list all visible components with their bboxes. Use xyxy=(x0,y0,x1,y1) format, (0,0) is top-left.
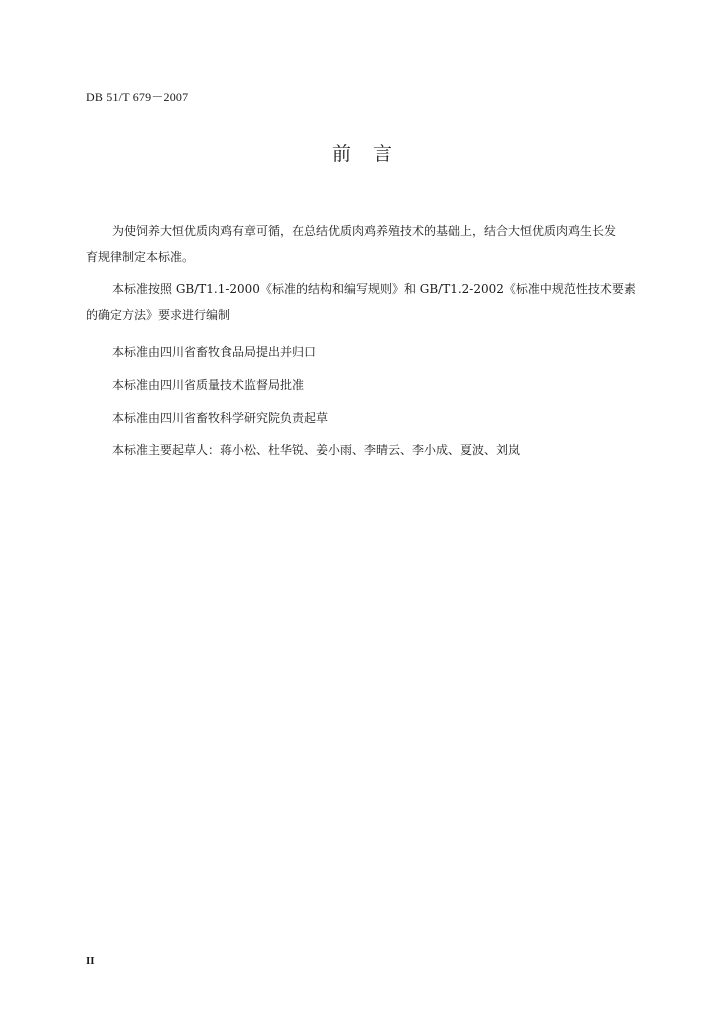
title-char-1: 前 xyxy=(331,143,351,165)
paragraph-1-line-1: 为使饲养大恒优质肉鸡有章可循，在总结优质肉鸡养殖技术的基础上，结合大恒优质肉鸡生长发 xyxy=(112,224,617,238)
title-char-2: 言 xyxy=(373,143,393,165)
paragraph-2-line-2: 的确定方法》要求进行编制 xyxy=(86,308,231,322)
paragraph-3: 本标准由四川省畜牧食品局提出并归口 xyxy=(112,345,317,359)
paragraph-1-line-2: 育规律制定本标准。 xyxy=(86,250,195,264)
paragraph-4: 本标准由四川省质量技术监督局批准 xyxy=(112,378,305,392)
paragraph-2-line-1: 本标准按照 GB/T1.1-2000《标准的结构和编写规则》和 GB/T1.2-2002《标准中规范性技术要素 xyxy=(112,282,636,296)
paragraph-6-drafters: 本标准主要起草人：蒋小松、杜华锐、姜小雨、李晴云、李小成、夏波、刘岚 xyxy=(112,443,521,457)
document-code: DB 51/T 679－2007 xyxy=(86,90,189,104)
paragraph-5: 本标准由四川省畜牧科学研究院负责起草 xyxy=(112,411,329,425)
page-title xyxy=(0,139,724,166)
page-number: II xyxy=(86,955,95,967)
